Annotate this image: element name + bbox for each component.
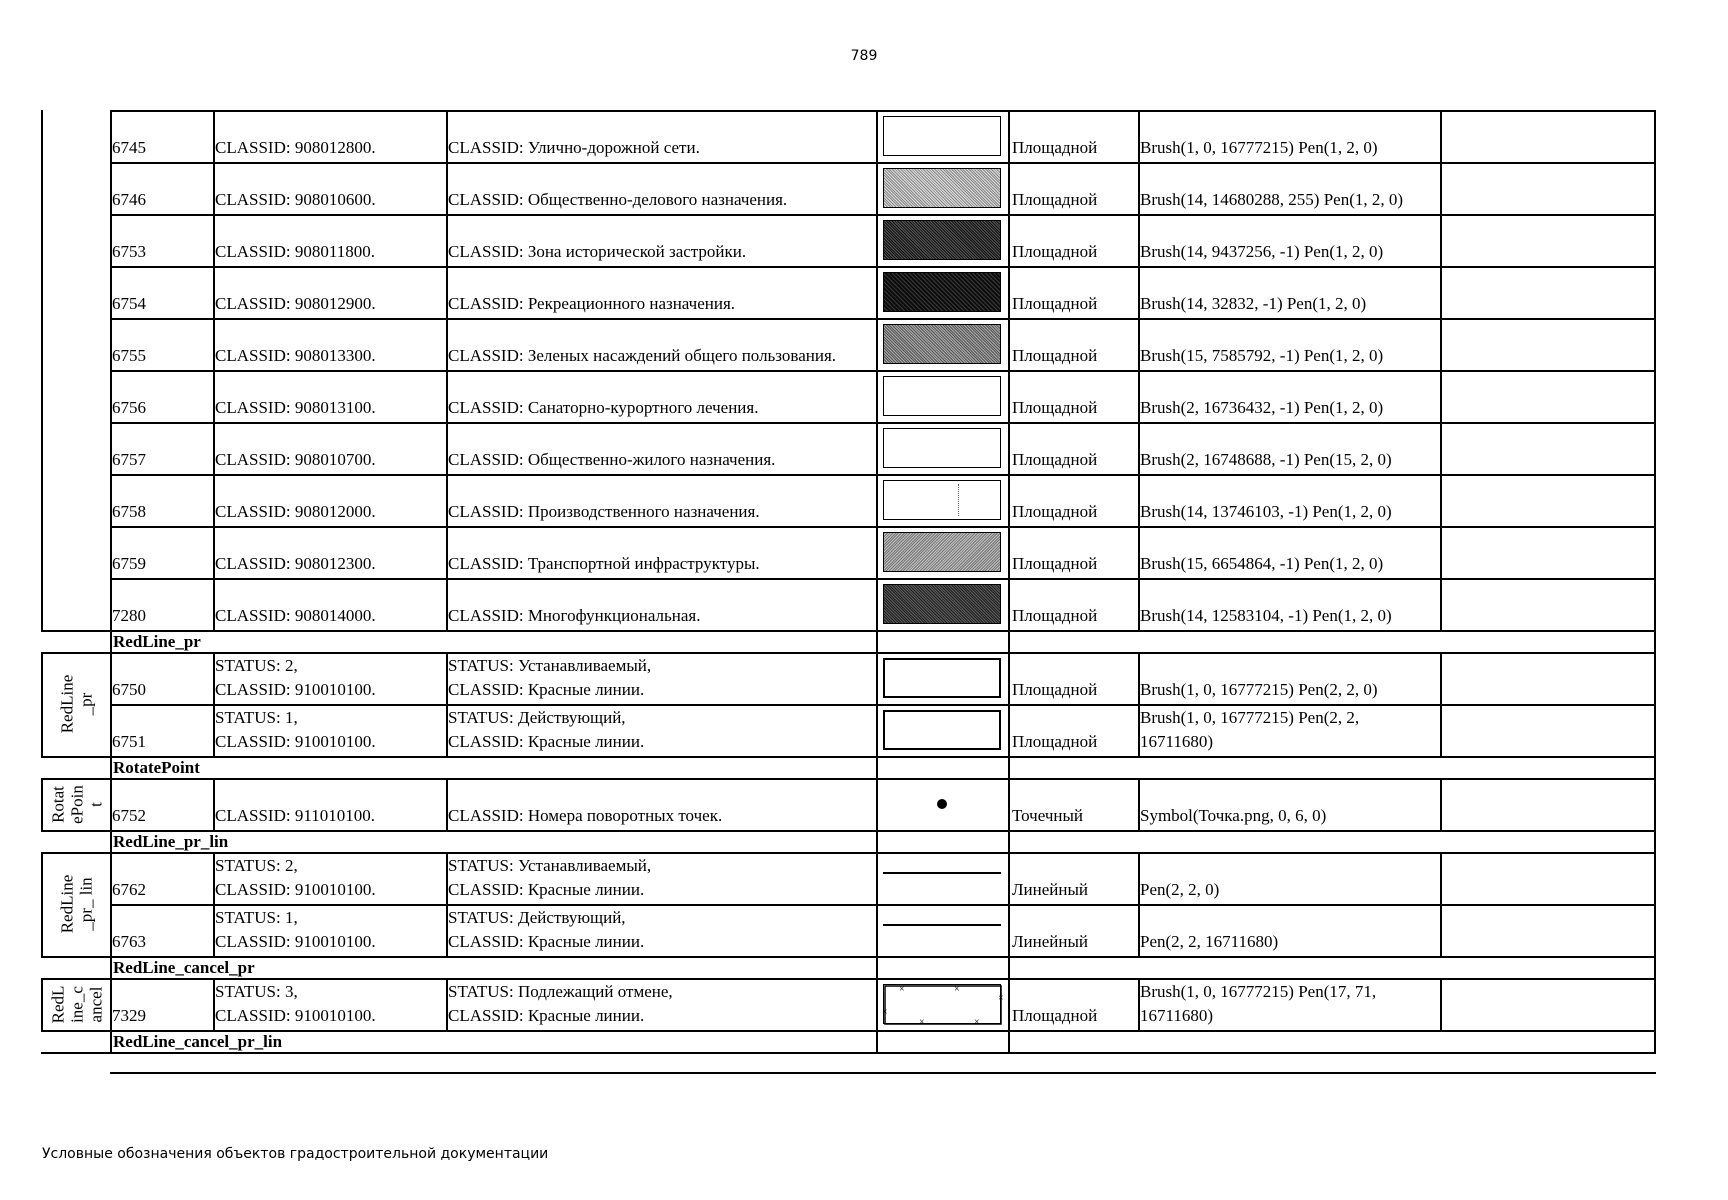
- row-style-text: Brush(14, 9437256, -1) Pen(1, 2, 0): [1140, 242, 1384, 261]
- row-code-text: 6754: [112, 294, 146, 313]
- row-classid-line: STATUS: 1,: [215, 908, 298, 927]
- row-code: [112, 704, 211, 754]
- row-style-line: Pen(2, 2, 16711680): [1140, 932, 1279, 951]
- row-description-text: CLASSID: Транспортной инфраструктуры.: [448, 554, 760, 573]
- symbol-swatch-empty-dotted: [883, 480, 1001, 520]
- row-classid: [215, 110, 444, 160]
- row-description-line: STATUS: Действующий,: [448, 908, 626, 927]
- row-classid-line: [215, 780, 444, 804]
- row-classid-text: CLASSID: 908014000.: [215, 606, 376, 625]
- row-description: [448, 652, 874, 702]
- row-style: [1140, 318, 1438, 368]
- grid-line: [1008, 652, 1010, 758]
- row-description: [448, 318, 874, 368]
- row-classid-text: CLASSID: 908013100.: [215, 398, 376, 417]
- row-style-text: Brush(15, 6654864, -1) Pen(1, 2, 0): [1140, 554, 1384, 573]
- row-code-text: 6757: [112, 450, 146, 469]
- row-code-text: 6763: [112, 932, 146, 951]
- group-side-label-text: RedLine_pr: [57, 674, 96, 734]
- row-type: [1012, 526, 1136, 576]
- row-style: [1140, 526, 1438, 576]
- row-description-line: STATUS: Устанавливаемый,: [448, 656, 652, 675]
- grid-line: [1440, 778, 1442, 832]
- row-type-text: Площадной: [1012, 502, 1098, 521]
- row-style: [1140, 852, 1438, 902]
- grid-line: [876, 852, 878, 958]
- row-description-text: CLASSID: Производственного назначения.: [448, 502, 760, 521]
- row-classid-text: CLASSID: 908012800.: [215, 138, 376, 157]
- grid-line: [41, 630, 1656, 632]
- grid-line: [446, 652, 448, 758]
- row-description-text: CLASSID: Санаторно-курортного лечения.: [448, 398, 759, 417]
- row-style-line: 16711680): [1140, 732, 1214, 751]
- grid-line: [876, 1030, 878, 1054]
- row-code: [112, 904, 211, 954]
- row-classid-text: CLASSID: 908012300.: [215, 554, 376, 573]
- row-type: [1012, 904, 1136, 954]
- row-type: [1012, 474, 1136, 524]
- row-code-text: 6746: [112, 190, 146, 209]
- grid-line: [110, 978, 112, 1032]
- row-code-text: 6753: [112, 242, 146, 261]
- row-description: [448, 526, 874, 576]
- grid-line: [1654, 1030, 1656, 1054]
- grid-line: [1440, 652, 1442, 758]
- row-description: [448, 162, 874, 212]
- grid-line: [876, 110, 878, 632]
- row-description: [448, 110, 874, 160]
- grid-line: [110, 1030, 112, 1054]
- grid-line: [1008, 1030, 1010, 1054]
- row-style-text: Brush(14, 13746103, -1) Pen(1, 2, 0): [1140, 502, 1392, 521]
- grid-line: [110, 110, 112, 632]
- row-type: [1012, 214, 1136, 264]
- row-classid-line: CLASSID: 910010100.: [215, 932, 376, 951]
- row-style: [1140, 110, 1438, 160]
- grid-line: [1440, 978, 1442, 1032]
- row-code-text: 6756: [112, 398, 146, 417]
- row-classid: [215, 852, 444, 902]
- row-description: [448, 422, 874, 472]
- grid-line: [110, 1072, 1656, 1074]
- row-style-text: Brush(2, 16736432, -1) Pen(1, 2, 0): [1140, 398, 1384, 417]
- row-type-text: Площадной: [1012, 554, 1098, 573]
- row-style: [1140, 904, 1438, 954]
- row-code-text: 6751: [112, 732, 146, 751]
- row-style: [1140, 474, 1438, 524]
- row-type: [1012, 110, 1136, 160]
- row-type-text: Площадной: [1012, 732, 1098, 751]
- row-classid-text: CLASSID: 908011800.: [215, 242, 375, 261]
- row-classid-line: STATUS: 2,: [215, 656, 298, 675]
- row-style-text: Brush(15, 7585792, -1) Pen(1, 2, 0): [1140, 346, 1384, 365]
- grid-line: [213, 652, 215, 758]
- row-style: [1140, 652, 1438, 702]
- page-number: 789: [850, 48, 878, 64]
- row-classid: [215, 526, 444, 576]
- row-code: [112, 526, 211, 576]
- grid-line: [41, 652, 43, 758]
- grid-line: [110, 630, 112, 654]
- row-style-text: Brush(2, 16748688, -1) Pen(15, 2, 0): [1140, 450, 1392, 469]
- row-description: [448, 778, 874, 828]
- row-code-text: 6752: [112, 806, 146, 825]
- row-classid: [215, 652, 444, 702]
- row-classid: [215, 578, 444, 628]
- grid-line: [41, 1030, 1656, 1032]
- group-side-label: [43, 978, 110, 1030]
- row-description: [448, 852, 874, 902]
- group-side-label-text: RedLine_pr_ lin: [57, 874, 96, 934]
- grid-line: [1008, 852, 1010, 958]
- row-code: [112, 978, 211, 1028]
- grid-line: [876, 956, 878, 980]
- symbol-swatch-line: [883, 860, 1001, 884]
- row-type: [1012, 318, 1136, 368]
- row-classid: [215, 978, 444, 1028]
- row-type-text: Линейный: [1012, 932, 1088, 951]
- grid-line: [213, 978, 215, 1032]
- grid-line: [1654, 852, 1656, 958]
- group-side-label: [43, 778, 110, 830]
- symbol-swatch-empty: [883, 428, 1001, 468]
- row-description: [448, 266, 874, 316]
- row-description: [448, 904, 874, 954]
- row-code: [112, 370, 211, 420]
- row-type-text: Площадной: [1012, 294, 1098, 313]
- grid-line: [1008, 830, 1010, 854]
- svg-text:×: ×: [919, 1017, 925, 1028]
- grid-line: [1654, 830, 1656, 854]
- grid-line: [1138, 652, 1140, 758]
- grid-line: [110, 652, 112, 758]
- grid-line: [41, 110, 43, 632]
- row-classid: [215, 318, 444, 368]
- row-classid-text: CLASSID: 908010600.: [215, 190, 376, 209]
- row-code-text: 6750: [112, 680, 146, 699]
- grid-line: [41, 978, 43, 1032]
- row-type-text: Площадной: [1012, 450, 1098, 469]
- row-code-text: 6762: [112, 880, 146, 899]
- grid-line: [41, 756, 1656, 758]
- row-description-text: CLASSID: Общественно-жилого назначения.: [448, 450, 776, 469]
- row-style-line: Pen(2, 2, 0): [1140, 880, 1220, 899]
- symbol-swatch-fill-dark2: [883, 584, 1001, 624]
- row-classid: [215, 370, 444, 420]
- row-description-text: CLASSID: Зона исторической застройки.: [448, 242, 747, 261]
- row-description-line: [448, 780, 874, 804]
- page-footer: Условные обозначения объектов градостроительной документации: [42, 1146, 549, 1162]
- row-style-line: Brush(1, 0, 16777215) Pen(17, 71,: [1140, 982, 1377, 1001]
- grid-line: [110, 756, 112, 780]
- row-code: [112, 422, 211, 472]
- group-header: RedLine_cancel_pr_lin: [113, 1032, 283, 1051]
- grid-line: [1008, 956, 1010, 980]
- row-description: [448, 704, 874, 754]
- row-classid-line: CLASSID: 910010100.: [215, 880, 376, 899]
- row-classid-text: CLASSID: 908010700.: [215, 450, 376, 469]
- symbol-swatch-line: [883, 912, 1001, 936]
- svg-text:×: ×: [998, 993, 1004, 1004]
- row-description-line: CLASSID: Номера поворотных точек.: [448, 806, 723, 825]
- row-type-text: Площадной: [1012, 680, 1098, 699]
- row-type-text: Площадной: [1012, 190, 1098, 209]
- row-code: [112, 214, 211, 264]
- grid-line: [1138, 110, 1140, 632]
- symbol-swatch-fill-medium: [883, 324, 1001, 364]
- group-side-label-text: Rotat ePoin t: [48, 784, 105, 824]
- row-code: [112, 652, 211, 702]
- row-description-line: CLASSID: Красные линии.: [448, 880, 645, 899]
- grid-line: [1008, 756, 1010, 780]
- row-style-line: 16711680): [1140, 1006, 1214, 1025]
- group-side-label: [43, 852, 110, 956]
- row-style: [1140, 704, 1438, 754]
- row-style: [1140, 162, 1438, 212]
- row-classid: [215, 704, 444, 754]
- row-description-text: CLASSID: Рекреационного назначения.: [448, 294, 736, 313]
- grid-line: [1440, 852, 1442, 958]
- grid-line: [876, 778, 878, 832]
- row-description-text: CLASSID: Общественно-делового назначения.: [448, 190, 788, 209]
- grid-line: [41, 830, 1656, 832]
- group-side-label: [43, 652, 110, 756]
- row-code: [112, 110, 211, 160]
- row-classid-line: CLASSID: 910010100.: [215, 732, 376, 751]
- grid-line: [446, 110, 448, 632]
- grid-line: [1654, 956, 1656, 980]
- row-style-line: Brush(1, 0, 16777215) Pen(2, 2, 0): [1140, 680, 1378, 699]
- row-code: [112, 852, 211, 902]
- svg-text:×: ×: [899, 984, 905, 995]
- row-style: [1140, 778, 1438, 828]
- symbol-swatch-box-thick: [883, 658, 1001, 698]
- grid-line: [41, 956, 1656, 958]
- svg-text:×: ×: [882, 1007, 888, 1018]
- row-type-text: Точечный: [1012, 806, 1084, 825]
- row-type: [1012, 704, 1136, 754]
- row-classid: [215, 266, 444, 316]
- symbol-swatch-fill-darkest: [883, 272, 1001, 312]
- symbol-swatch-fill-dark: [883, 220, 1001, 260]
- row-description-text: CLASSID: Зеленых насаждений общего пользования.: [448, 346, 837, 365]
- row-description-line: STATUS: Действующий,: [448, 708, 626, 727]
- row-type-text: Площадной: [1012, 346, 1098, 365]
- row-type: [1012, 652, 1136, 702]
- group-header: RotatePoint: [113, 758, 200, 777]
- grid-line: [446, 852, 448, 958]
- row-style-text: Brush(14, 12583104, -1) Pen(1, 2, 0): [1140, 606, 1392, 625]
- row-classid-line: STATUS: 2,: [215, 856, 298, 875]
- row-classid: [215, 214, 444, 264]
- row-type-text: Площадной: [1012, 398, 1098, 417]
- row-type: [1012, 422, 1136, 472]
- grid-line: [446, 778, 448, 832]
- grid-line: [1008, 110, 1010, 632]
- row-style: [1140, 266, 1438, 316]
- row-code-text: 6755: [112, 346, 146, 365]
- row-type-text: Площадной: [1012, 242, 1098, 261]
- grid-line: [110, 852, 112, 958]
- row-style: [1140, 578, 1438, 628]
- group-header: RedLine_pr_lin: [113, 832, 229, 851]
- row-style: [1140, 422, 1438, 472]
- row-classid-line: CLASSID: 910010100.: [215, 680, 376, 699]
- grid-line: [41, 778, 43, 832]
- row-style-text: Brush(14, 32832, -1) Pen(1, 2, 0): [1140, 294, 1367, 313]
- row-classid-line: STATUS: 3,: [215, 982, 298, 1001]
- row-classid-line: CLASSID: 911010100.: [215, 806, 375, 825]
- row-code-text: 7329: [112, 1006, 146, 1025]
- row-classid: [215, 778, 444, 828]
- symbol-swatch-empty: [883, 376, 1001, 416]
- row-classid: [215, 904, 444, 954]
- row-type-text: Площадной: [1012, 1006, 1098, 1025]
- row-code-text: 7280: [112, 606, 146, 625]
- row-description-line: CLASSID: Красные линии.: [448, 1006, 645, 1025]
- row-code-text: 6759: [112, 554, 146, 573]
- row-type: [1012, 852, 1136, 902]
- row-description-line: CLASSID: Красные линии.: [448, 932, 645, 951]
- symbol-swatch-empty: [883, 116, 1001, 156]
- grid-line: [446, 978, 448, 1032]
- row-classid: [215, 422, 444, 472]
- grid-line: [213, 778, 215, 832]
- grid-line: [1440, 110, 1442, 632]
- row-classid-line: CLASSID: 910010100.: [215, 1006, 376, 1025]
- row-type-text: Линейный: [1012, 880, 1088, 899]
- row-description: [448, 370, 874, 420]
- row-style-line: Brush(1, 0, 16777215) Pen(2, 2,: [1140, 708, 1360, 727]
- svg-text:×: ×: [954, 984, 960, 995]
- group-header: RedLine_cancel_pr: [113, 958, 255, 977]
- row-description: [448, 578, 874, 628]
- row-description-text: CLASSID: Улично-дорожной сети.: [448, 138, 700, 157]
- grid-line: [1654, 978, 1656, 1032]
- row-style: [1140, 370, 1438, 420]
- grid-line: [1008, 978, 1010, 1032]
- grid-line: [1008, 778, 1010, 832]
- row-code: [112, 474, 211, 524]
- symbol-swatch-dot: [883, 784, 1001, 824]
- grid-line: [1654, 652, 1656, 758]
- symbol-swatch-fill-gray: [883, 532, 1001, 572]
- grid-line: [110, 830, 112, 854]
- grid-line: [1654, 630, 1656, 654]
- group-side-label-text: RedL ine_c ancel: [48, 985, 105, 1023]
- row-classid-text: CLASSID: 908012900.: [215, 294, 376, 313]
- grid-line: [1008, 630, 1010, 654]
- symbol-swatch-fill-light: [883, 168, 1001, 208]
- row-type: [1012, 162, 1136, 212]
- symbol-swatch-box-thick: [883, 710, 1001, 750]
- grid-line: [876, 830, 878, 854]
- grid-line: [876, 630, 878, 654]
- row-type-text: Площадной: [1012, 138, 1098, 157]
- row-code: [112, 162, 211, 212]
- grid-line: [1138, 978, 1140, 1032]
- grid-line: [876, 652, 878, 758]
- row-type: [1012, 978, 1136, 1028]
- row-classid: [215, 474, 444, 524]
- row-description-line: CLASSID: Красные линии.: [448, 732, 645, 751]
- row-type: [1012, 578, 1136, 628]
- grid-line: [110, 956, 112, 980]
- row-description: [448, 474, 874, 524]
- row-classid-text: CLASSID: 908012000.: [215, 502, 376, 521]
- grid-line: [41, 1052, 1656, 1054]
- symbol-swatch-cancel: [882, 984, 1004, 1028]
- grid-line: [876, 978, 878, 1032]
- row-style-text: Brush(14, 14680288, 255) Pen(1, 2, 0): [1140, 190, 1404, 209]
- svg-text:×: ×: [974, 1017, 980, 1028]
- row-style: [1140, 978, 1438, 1028]
- grid-line: [213, 852, 215, 958]
- grid-line: [110, 778, 112, 832]
- row-code: [112, 778, 211, 828]
- row-description-line: STATUS: Устанавливаемый,: [448, 856, 652, 875]
- row-description-text: CLASSID: Многофункциональная.: [448, 606, 701, 625]
- row-style: [1140, 214, 1438, 264]
- row-type: [1012, 266, 1136, 316]
- row-description-line: CLASSID: Красные линии.: [448, 680, 645, 699]
- grid-line: [1138, 852, 1140, 958]
- grid-line: [213, 110, 215, 632]
- grid-line: [1654, 756, 1656, 780]
- row-code: [112, 578, 211, 628]
- row-description: [448, 214, 874, 264]
- row-classid-text: CLASSID: 908013300.: [215, 346, 376, 365]
- row-code: [112, 266, 211, 316]
- row-classid: [215, 162, 444, 212]
- grid-line: [876, 756, 878, 780]
- row-style-text: Brush(1, 0, 16777215) Pen(1, 2, 0): [1140, 138, 1378, 157]
- row-code-text: 6758: [112, 502, 146, 521]
- row-code: [112, 318, 211, 368]
- row-type: [1012, 778, 1136, 828]
- row-description-line: STATUS: Подлежащий отмене,: [448, 982, 673, 1001]
- grid-line: [41, 852, 43, 958]
- row-type: [1012, 370, 1136, 420]
- row-description: [448, 978, 874, 1028]
- row-code-text: 6745: [112, 138, 146, 157]
- row-type-text: Площадной: [1012, 606, 1098, 625]
- grid-line: [1654, 110, 1656, 632]
- row-classid-line: STATUS: 1,: [215, 708, 298, 727]
- group-header: RedLine_pr: [113, 632, 201, 651]
- grid-line: [1138, 778, 1140, 832]
- row-style-line: Symbol(Точка.png, 0, 6, 0): [1140, 806, 1327, 825]
- grid-line: [1654, 778, 1656, 832]
